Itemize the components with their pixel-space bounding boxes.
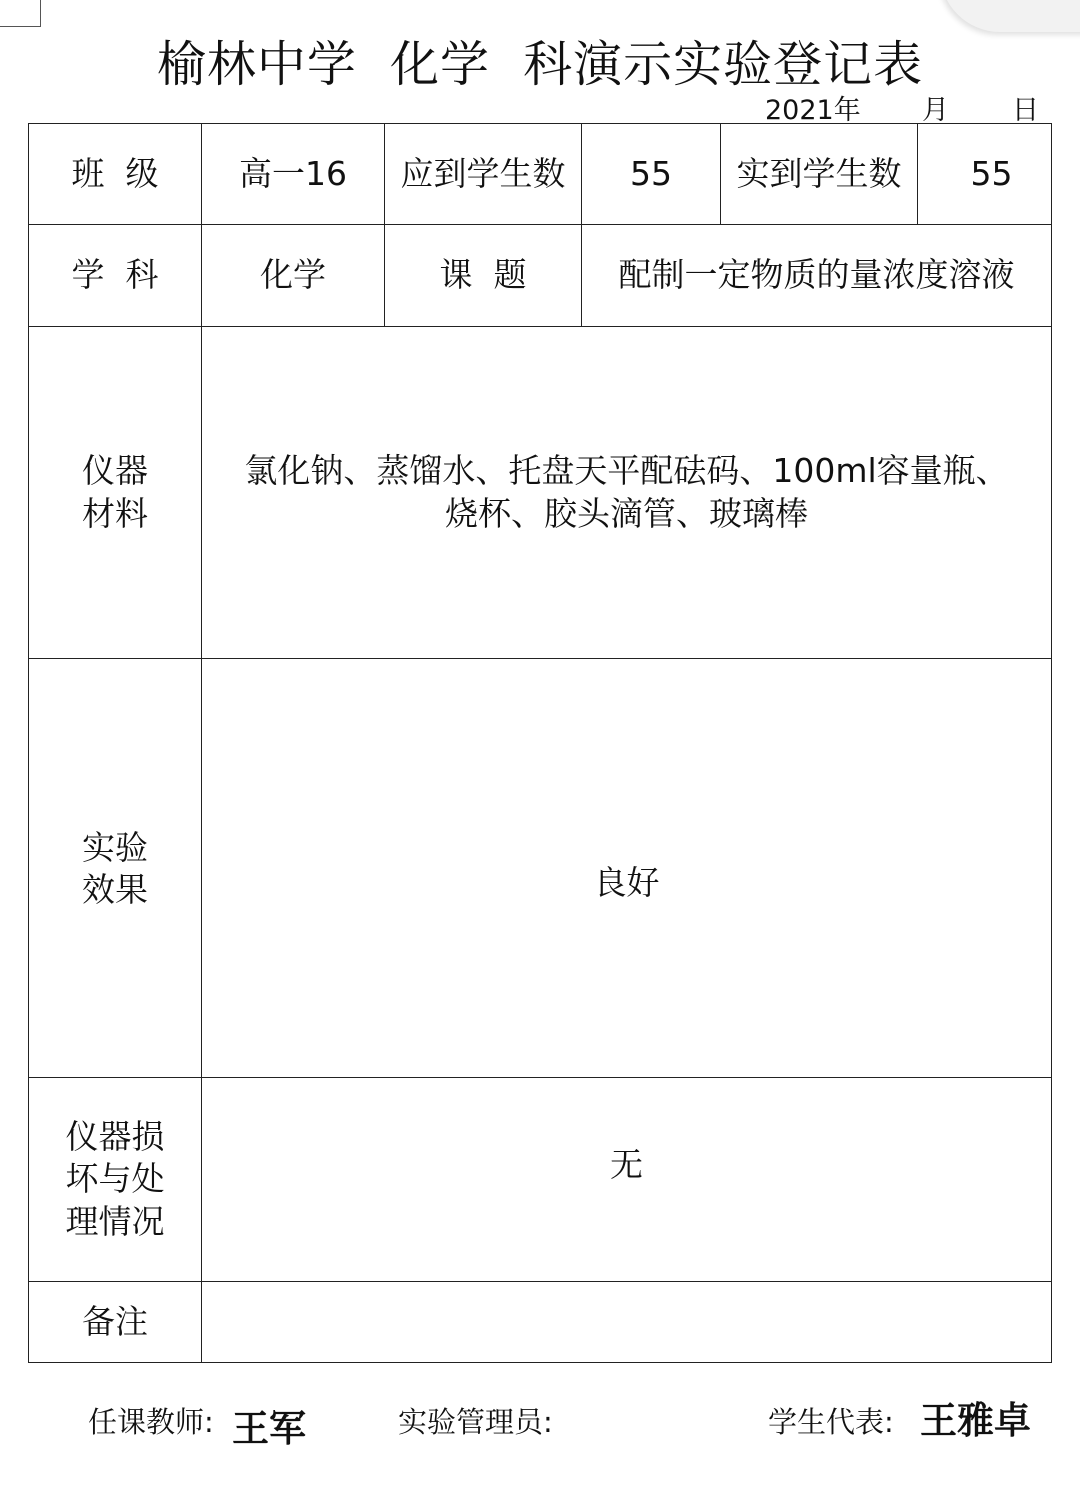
expected-students-value: 55: [630, 153, 672, 193]
table-row-class: [29, 124, 1052, 225]
damage-label-line3: 理情况: [65, 1201, 165, 1241]
actual-students-value: 55: [970, 153, 1013, 193]
teacher-signature: 王军: [232, 1406, 306, 1450]
document-title: 榆林中学 化学 科演示实验登记表: [156, 36, 924, 93]
equipment-value-cell: [202, 327, 1052, 659]
student-rep-signature: 王雅卓: [920, 1398, 1031, 1442]
remarks-value-cell: [202, 1282, 1052, 1363]
remarks-label-cell: [29, 1282, 202, 1363]
equipment-label-cell: [29, 327, 202, 659]
class-value-cell: [202, 124, 385, 225]
remarks-label: 备注: [82, 1301, 148, 1341]
actual-students-label: 实到学生数: [736, 153, 902, 193]
equipment-list-line1: 氯化钠、蒸馏水、托盘天平配砝码、100ml容量瓶、: [244, 451, 1009, 491]
topic-label: 课 题: [439, 255, 527, 295]
topic-value: 配制一定物质的量浓度溶液: [618, 255, 1015, 295]
table-row-damage: [29, 1078, 1052, 1282]
equipment-list-line2: 烧杯、胶头滴管、玻璃棒: [445, 493, 808, 533]
date-year: 2021年: [765, 95, 861, 126]
date-day: 日: [1012, 95, 1039, 126]
teacher-label: 任课教师:: [88, 1405, 214, 1439]
equipment-label-line1: 仪器: [82, 451, 148, 491]
experiment-record-table: [28, 123, 1052, 1363]
table-row-effect: [29, 659, 1052, 1078]
damage-value-cell: [202, 1078, 1052, 1282]
subject-value-cell: [202, 225, 385, 327]
topic-value-cell: [582, 225, 1052, 327]
lab-admin-label: 实验管理员:: [398, 1405, 553, 1439]
expected-value-cell: [582, 124, 721, 225]
expected-students-label: 应到学生数: [400, 153, 566, 193]
subject-value: 化学: [260, 255, 326, 295]
damage-label-line1: 仪器损: [65, 1117, 165, 1157]
expected-label-cell: [385, 124, 582, 225]
subject-label: 学 科: [71, 255, 159, 295]
page-corner-mark: [0, 0, 41, 27]
damage-value: 无: [610, 1145, 643, 1184]
equipment-label-line2: 材料: [82, 493, 148, 533]
damage-label-line2: 坏与处: [65, 1159, 165, 1199]
effect-label-line1: 实验: [82, 828, 148, 867]
effect-label-line2: 效果: [82, 870, 148, 910]
actual-value-cell: [918, 124, 1052, 225]
table-row-equipment: [29, 327, 1052, 659]
student-rep-label: 学生代表:: [768, 1405, 894, 1439]
damage-label-cell: [29, 1078, 202, 1282]
effect-value-cell: [202, 659, 1052, 1078]
table-row-remarks: [29, 1282, 1052, 1363]
subject-label-cell: [29, 225, 202, 327]
effect-label-cell: [29, 659, 202, 1078]
class-value: 高一16: [239, 153, 347, 193]
effect-value: 良好: [593, 862, 660, 902]
topic-label-cell: [385, 225, 582, 327]
date-month: 月: [922, 95, 949, 126]
class-label: 班 级: [71, 153, 159, 193]
class-label-cell: [29, 124, 202, 225]
actual-label-cell: [721, 124, 918, 225]
table-row-subject: [29, 225, 1052, 327]
